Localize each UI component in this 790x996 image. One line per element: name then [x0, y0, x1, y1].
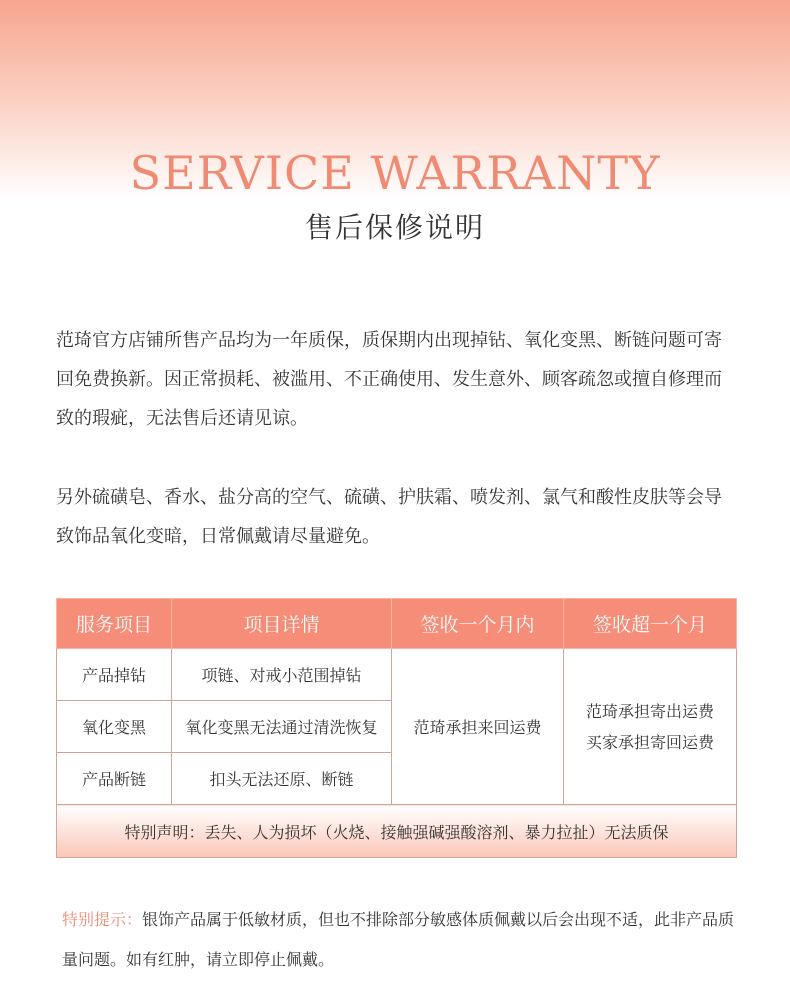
special-statement: 特别声明：丢失、人为损坏（火烧、接触强碱强酸溶剂、暴力拉扯）无法质保 — [57, 805, 737, 858]
table-header-row — [57, 599, 737, 649]
care-paragraph: 另外硫磺皂、香水、盐分高的空气、硫磺、护肤霜、喷发剂、氯气和酸性皮肤等会导致饰品氧化变暗，日常佩戴请尽量避免。 — [56, 487, 722, 547]
tip-text: 银饰产品属于低敏材质，但也不排除部分敏感体质佩戴以后会出现不适，此非产品质量问题。如有红肿，请立即停止佩戴。 — [62, 910, 735, 969]
detail-cell: 扣头无法还原、断链 — [172, 753, 392, 805]
detail-cell: 项链、对戒小范围掉钻 — [172, 649, 392, 701]
detail-cell: 氧化变黑无法通过清洗恢复 — [172, 701, 392, 753]
warranty-paragraph: 范琦官方店铺所售产品均为一年质保，质保期内出现掉钻、氧化变黑、断链问题可寄回免费换新。因正常损耗、被滥用、不正确使用、发生意外、顾客疏忽或擅自修理而致的瑕疵，无法售后还请见谅。 — [56, 330, 722, 429]
within-month-cell: 范琦承担来回运费 — [392, 649, 564, 805]
service-item-cell: 产品掉钻 — [57, 649, 172, 701]
page-title-en: SERVICE WARRANTY — [129, 146, 661, 200]
table-row — [57, 649, 737, 701]
header-over-month: 签收超一个月 — [564, 599, 737, 649]
header-within-month: 签收一个月内 — [392, 599, 564, 649]
table-note-row — [57, 805, 737, 858]
service-item-cell: 氧化变黑 — [57, 701, 172, 753]
service-item-cell: 产品断链 — [57, 753, 172, 805]
over-month-line-2: 买家承担寄回运费 — [585, 732, 714, 752]
header-item-detail: 项目详情 — [172, 599, 392, 649]
over-month-line-1: 范琦承担寄出运费 — [585, 701, 714, 721]
warranty-table — [56, 598, 737, 858]
over-month-cell — [564, 649, 737, 805]
header-service-item: 服务项目 — [57, 599, 172, 649]
tip-label: 特别提示： — [62, 910, 143, 929]
special-tip — [62, 900, 742, 980]
page-title-cn: 售后保修说明 — [304, 211, 485, 244]
